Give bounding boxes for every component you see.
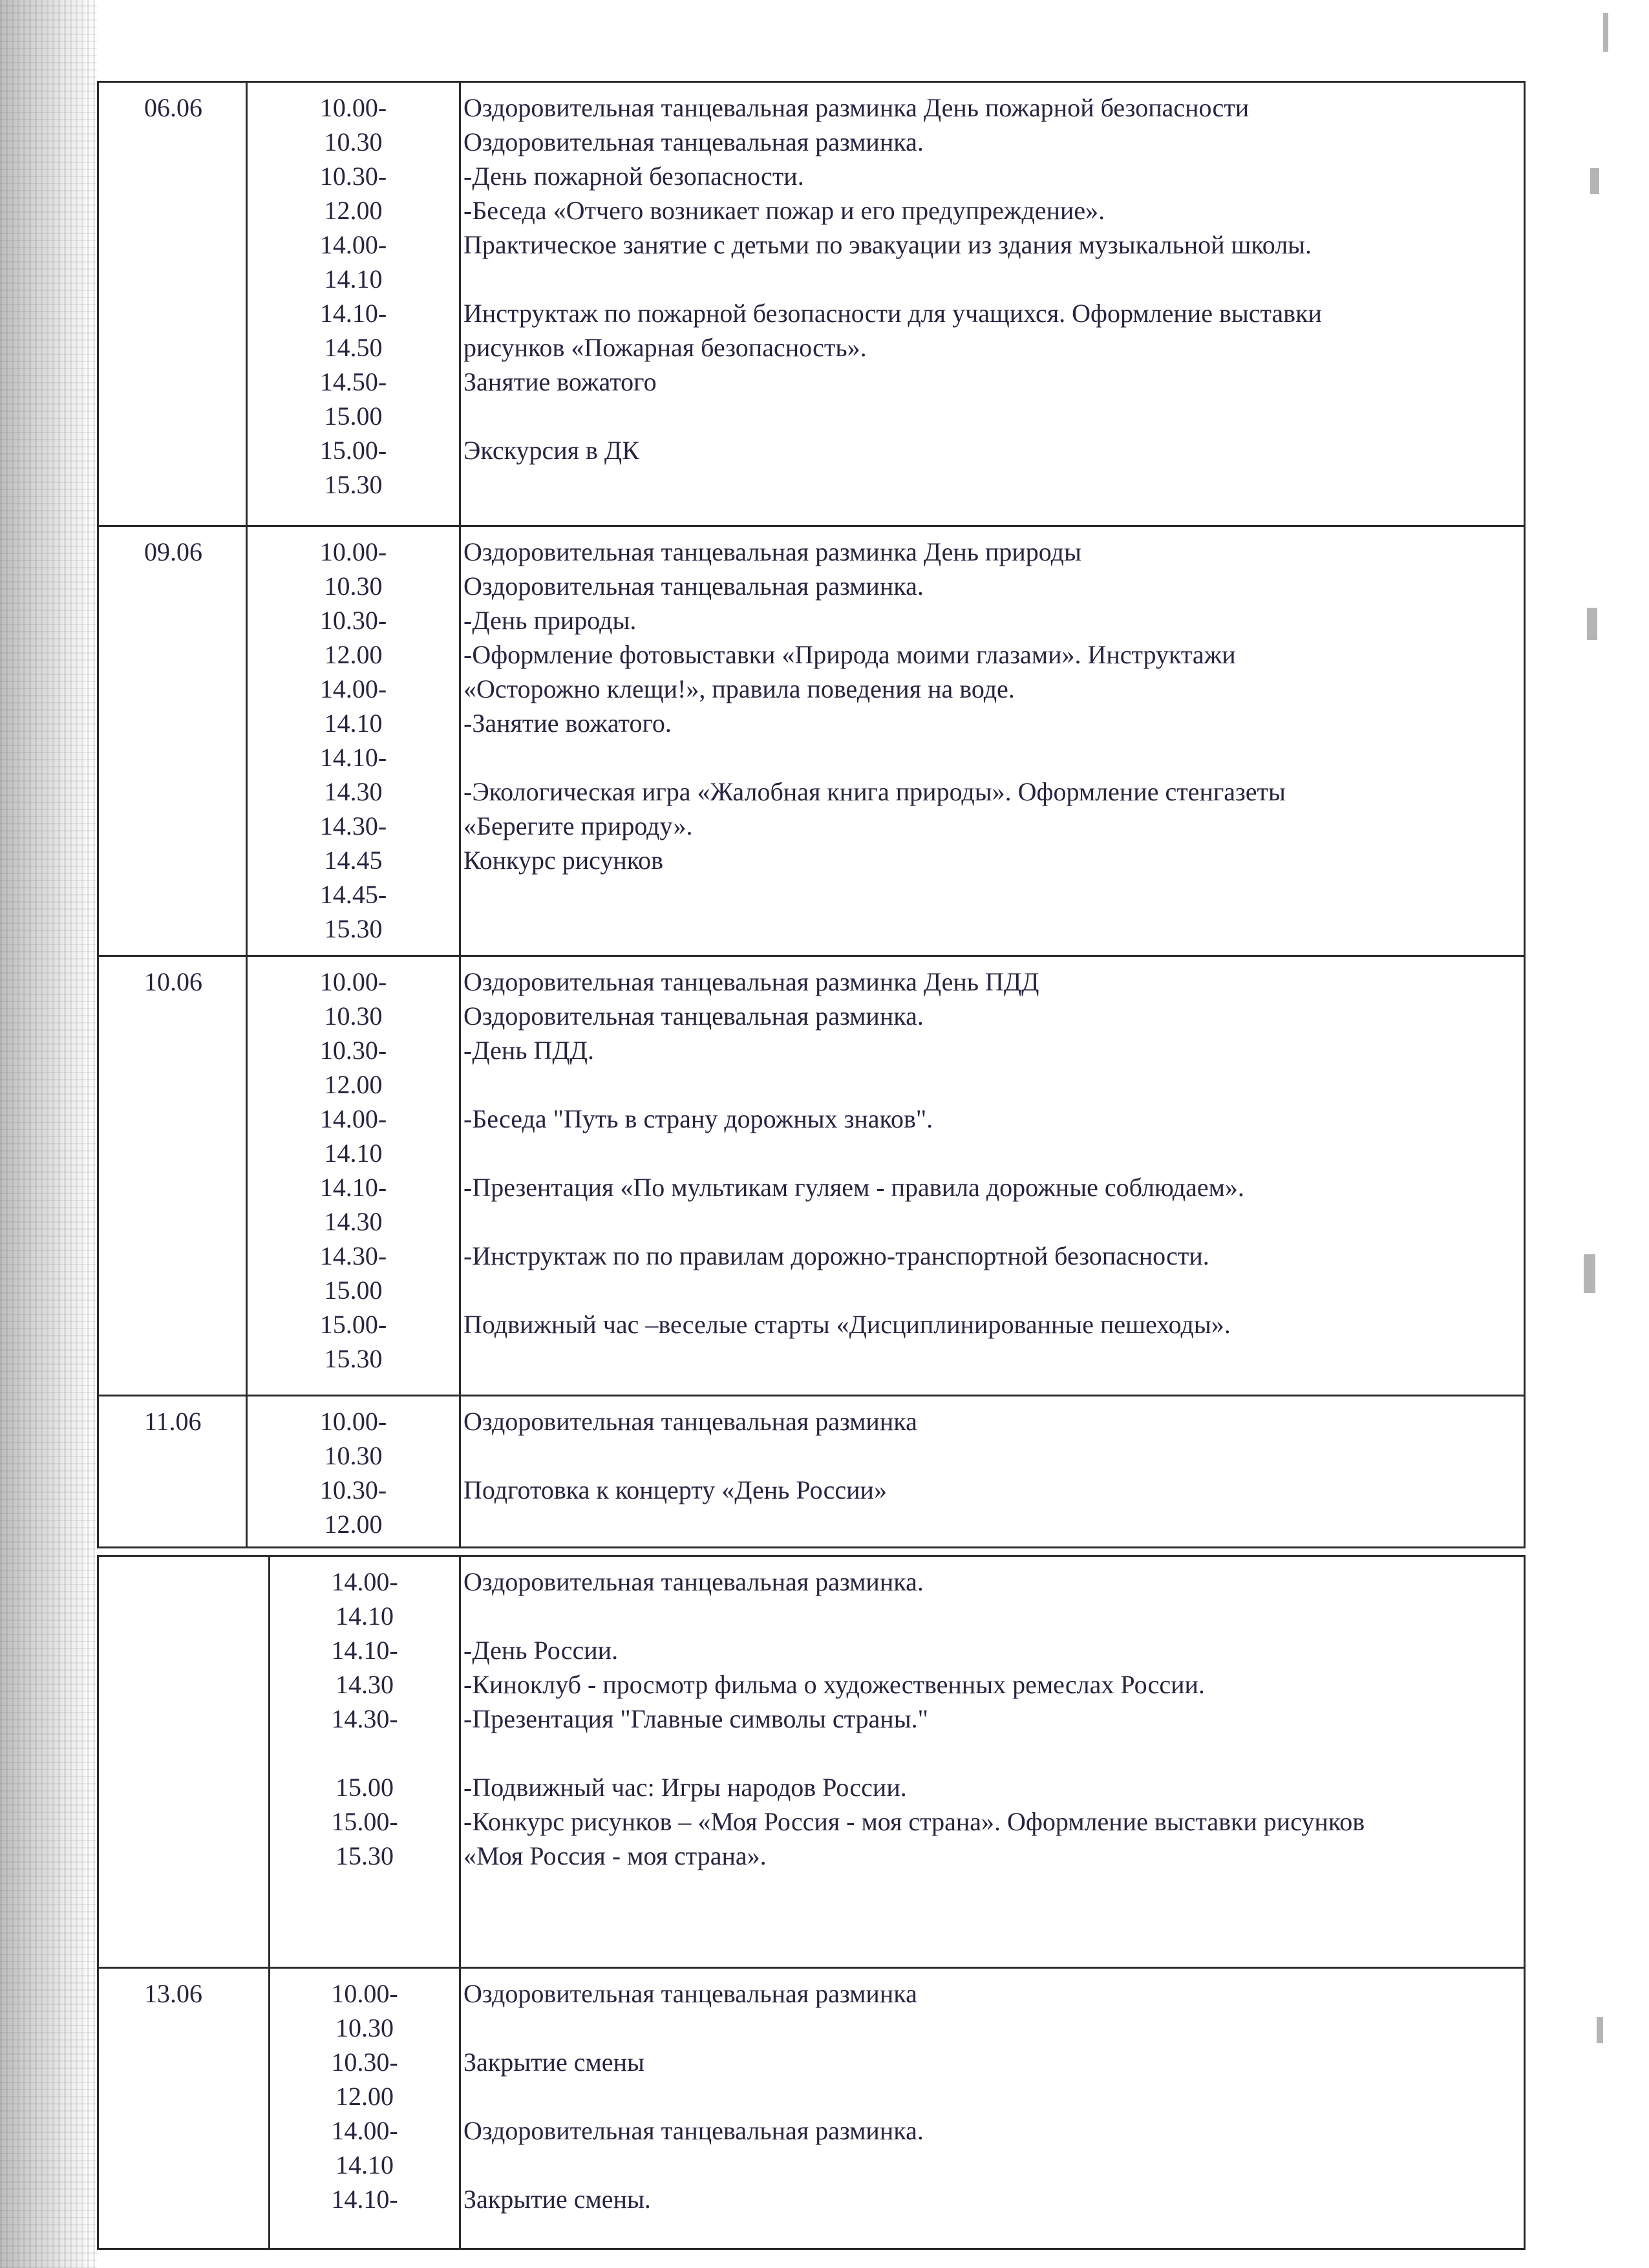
- activity-line: [463, 2148, 1524, 2182]
- time-line: 14.00-: [331, 2116, 398, 2145]
- activity-line: -Презентация "Главные символы страны.": [463, 1704, 928, 1733]
- schedule-row: [98, 526, 1525, 956]
- activity-line: Оздоровительная танцевальная разминка.: [463, 1001, 924, 1031]
- time-cell: [270, 1968, 460, 2249]
- time-line: 12.00: [324, 1070, 383, 1099]
- time-line: 14.45-: [319, 880, 387, 909]
- time-line: 14.30-: [319, 811, 387, 840]
- activity-line: Оздоровительная танцевальная разминка.: [463, 572, 924, 601]
- scan-edge-noise: [0, 0, 97, 2268]
- activity-line: Конкурс рисунков: [463, 846, 664, 875]
- time-line: 10.30-: [319, 162, 387, 191]
- date-cell: 13.06: [98, 1968, 270, 2249]
- time-line: 10.30: [335, 2013, 394, 2042]
- activity-line: -Киноклуб - просмотр фильма о художественных ремеслах России.: [463, 1670, 1205, 1699]
- activity-line: Оздоровительная танцевальная разминка День ПДД: [463, 967, 1039, 996]
- activity-line: -Конкурс рисунков – «Моя Россия - моя страна». Оформление выставки рисунков: [463, 1807, 1365, 1836]
- activity-cell: [460, 1396, 1525, 1548]
- activity-line: Занятие вожатого: [463, 367, 657, 396]
- activity-line: [463, 1067, 1524, 1102]
- activity-line: [463, 1273, 1524, 1307]
- time-line: 12.00: [324, 1510, 383, 1539]
- activity-line: «Берегите природу».: [463, 811, 693, 840]
- time-line: 12.00: [324, 196, 383, 225]
- time-line: 15.00-: [331, 1807, 398, 1836]
- time-line: [270, 1736, 459, 1770]
- activity-line: [463, 2011, 1524, 2045]
- schedule-table-bottom: [97, 1555, 1526, 2250]
- time-line: 15.00-: [319, 436, 387, 465]
- time-line: 14.00-: [319, 1104, 387, 1133]
- time-line: 15.30: [324, 1344, 383, 1373]
- time-cell: [270, 1556, 460, 1968]
- time-line: 14.00-: [331, 1567, 398, 1596]
- activity-line: Подготовка к концерту «День России»: [463, 1475, 887, 1504]
- time-line: 15.30: [335, 1841, 394, 1870]
- activity-line: Оздоровительная танцевальная разминка День пожарной безопасности: [463, 93, 1250, 122]
- scan-speck: [1597, 2017, 1603, 2043]
- time-line: 15.00-: [319, 1310, 387, 1339]
- activity-line: «Осторожно клещи!», правила поведения на воде.: [463, 674, 1015, 703]
- activity-line: -Подвижный час: Игры народов России.: [463, 1773, 907, 1802]
- activity-line: -День пожарной безопасности.: [463, 162, 804, 191]
- time-line: 10.30-: [319, 1475, 387, 1504]
- activity-line: -День России.: [463, 1636, 619, 1665]
- schedule-row: [98, 1556, 1525, 1968]
- time-line: 14.30-: [331, 1704, 398, 1733]
- time-line: 14.10: [324, 1139, 383, 1168]
- time-line: 14.50-: [319, 367, 387, 396]
- activity-line: -Оформление фотовыставки «Природа моими глазами». Инструктажи: [463, 640, 1236, 669]
- schedule-table-top: [97, 81, 1526, 1548]
- activity-line: -Экологическая игра «Жалобная книга природы». Оформление стенгазеты: [463, 777, 1286, 806]
- activity-line: [463, 1136, 1524, 1170]
- activity-line: «Моя Россия - моя страна».: [463, 1841, 767, 1870]
- activity-line: Инструктаж по пожарной безопасности для учащихся. Оформление выставки: [463, 299, 1322, 328]
- time-line: 10.00-: [331, 1979, 398, 2008]
- time-line: 14.10-: [319, 1173, 387, 1202]
- activity-line: -Презентация «По мультикам гуляем - правила дорожные соблюдаем».: [463, 1173, 1244, 1202]
- time-line: 14.10-: [319, 743, 387, 772]
- time-line: 14.50: [324, 333, 383, 362]
- time-line: 14.30: [335, 1670, 394, 1699]
- scan-speck: [1603, 13, 1608, 52]
- time-cell: [247, 526, 460, 956]
- time-line: 10.30: [324, 1441, 383, 1470]
- time-line: 14.10: [324, 264, 383, 294]
- scan-speck: [1584, 1254, 1595, 1293]
- time-line: 14.10-: [331, 1636, 398, 1665]
- time-line: 14.45: [324, 846, 383, 875]
- time-line: 14.10: [335, 1601, 394, 1631]
- activity-line: рисунков «Пожарная безопасность».: [463, 333, 867, 362]
- activity-line: Оздоровительная танцевальная разминка.: [463, 1567, 924, 1596]
- time-line: 15.00: [324, 401, 383, 431]
- activity-line: -Беседа «Отчего возникает пожар и его предупреждение».: [463, 196, 1105, 225]
- activity-line: Закрытие смены.: [463, 2185, 651, 2214]
- activity-cell: [460, 956, 1525, 1396]
- activity-line: -Занятие вожатого.: [463, 709, 672, 738]
- date-cell: [98, 1556, 270, 1968]
- time-cell: [247, 956, 460, 1396]
- time-line: 14.30: [324, 1207, 383, 1236]
- time-line: 10.00-: [319, 537, 387, 566]
- time-line: 14.30-: [319, 1241, 387, 1270]
- time-line: 10.30-: [319, 606, 387, 635]
- activity-cell: [460, 1968, 1525, 2249]
- time-cell: [247, 1396, 460, 1548]
- time-line: 12.00: [335, 2082, 394, 2111]
- date-cell: 09.06: [98, 526, 247, 956]
- activity-line: Экскурсия в ДК: [463, 436, 639, 465]
- activity-line: Подвижный час –веселые старты «Дисциплинированные пешеходы».: [463, 1310, 1231, 1339]
- activity-line: Оздоровительная танцевальная разминка: [463, 1407, 917, 1436]
- time-line: 14.10: [324, 709, 383, 738]
- scan-speck: [1587, 608, 1597, 640]
- activity-line: [463, 1204, 1524, 1239]
- activity-line: Практическое занятие с детьми по эвакуации из здания музыкальной школы.: [463, 230, 1312, 259]
- time-line: 14.10-: [331, 2185, 398, 2214]
- activity-line: [463, 1736, 1524, 1770]
- activity-cell: [460, 526, 1525, 956]
- time-line: 12.00: [324, 640, 383, 669]
- activity-line: [463, 399, 1524, 433]
- activity-line: Оздоровительная танцевальная разминка.: [463, 2116, 924, 2145]
- time-line: 10.30-: [331, 2048, 398, 2077]
- time-line: 10.30-: [319, 1036, 387, 1065]
- activity-cell: [460, 82, 1525, 526]
- time-line: 10.30: [324, 1001, 383, 1031]
- schedule-row: [98, 1396, 1525, 1548]
- time-line: 10.30: [324, 127, 383, 156]
- date-cell: 06.06: [98, 82, 247, 526]
- time-line: 15.30: [324, 914, 383, 943]
- activity-line: [463, 740, 1524, 775]
- activity-cell: [460, 1556, 1525, 1968]
- activity-line: [463, 2079, 1524, 2113]
- time-line: 15.00: [324, 1276, 383, 1305]
- activity-line: Закрытие смены: [463, 2048, 644, 2077]
- activity-line: [463, 1439, 1524, 1473]
- time-line: 10.30: [324, 572, 383, 601]
- time-line: 14.10: [335, 2150, 394, 2179]
- schedule-row: [98, 1968, 1525, 2249]
- activity-line: Оздоровительная танцевальная разминка: [463, 1979, 917, 2008]
- activity-line: -День ПДД.: [463, 1036, 594, 1065]
- activity-line: [463, 262, 1524, 296]
- time-cell: [247, 82, 460, 526]
- date-cell: 10.06: [98, 956, 247, 1396]
- time-line: 14.30: [324, 777, 383, 806]
- activity-line: -Беседа "Путь в страну дорожных знаков".: [463, 1104, 933, 1133]
- scan-speck: [1590, 168, 1599, 194]
- time-line: 15.30: [324, 470, 383, 499]
- activity-line: [463, 1599, 1524, 1633]
- schedule-row: [98, 956, 1525, 1396]
- activity-line: Оздоровительная танцевальная разминка День природы: [463, 537, 1081, 566]
- date-cell: 11.06: [98, 1396, 247, 1548]
- activity-line: Оздоровительная танцевальная разминка.: [463, 127, 924, 156]
- activity-line: -День природы.: [463, 606, 637, 635]
- activity-line: -Инструктаж по по правилам дорожно-транспортной безопасности.: [463, 1241, 1209, 1270]
- time-line: 10.00-: [319, 93, 387, 122]
- time-line: 15.00: [335, 1773, 394, 1802]
- time-line: 10.00-: [319, 967, 387, 996]
- schedule-row: [98, 82, 1525, 526]
- time-line: 10.00-: [319, 1407, 387, 1436]
- time-line: 14.10-: [319, 299, 387, 328]
- time-line: 14.00-: [319, 230, 387, 259]
- time-line: 14.00-: [319, 674, 387, 703]
